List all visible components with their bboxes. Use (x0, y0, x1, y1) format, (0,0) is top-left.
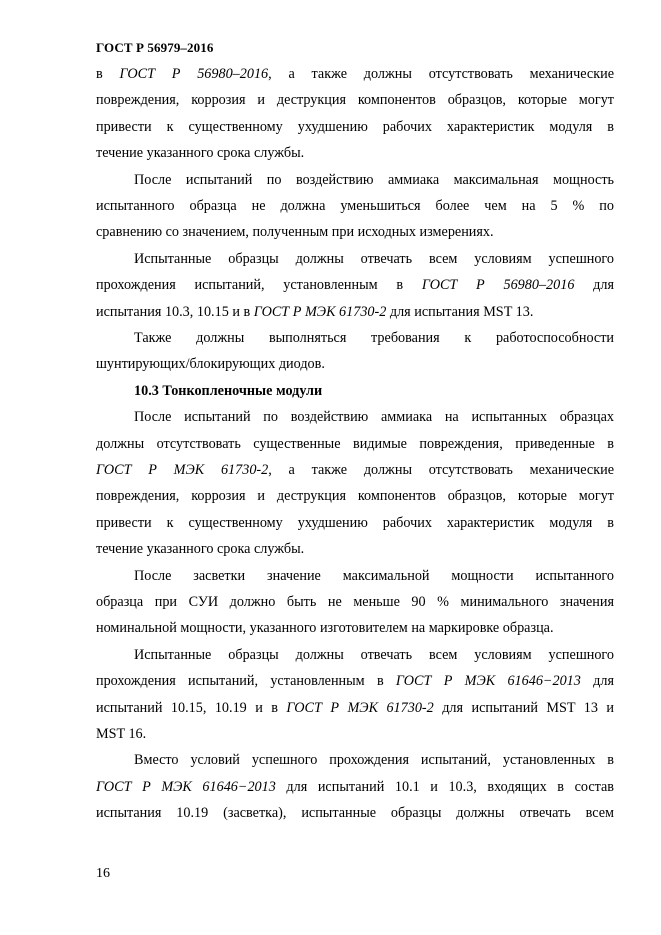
standard-reference: ГОСТ Р МЭК 61730-2 (286, 699, 434, 716)
text-segment: испытания 10.19 (засветка), испытанные образцы должны отвечать всем (96, 805, 614, 822)
text-segment: испытания 10.3, 10.15 и в (96, 303, 254, 320)
text-segment: для испытаний 10.1 и 10.3, входящих в состав (275, 778, 614, 795)
standard-reference: ГОСТ Р МЭК 61730-2 (253, 303, 387, 320)
text-segment: для (580, 673, 614, 690)
text-line (96, 673, 614, 689)
text-segment: для (574, 277, 615, 294)
text-line (96, 515, 614, 531)
text-segment: сравнению со значением, полученным при исходных измерениях. (96, 224, 494, 241)
text-line (96, 594, 614, 610)
text-line (96, 119, 614, 135)
text-segment: для испытания MST 13. (386, 303, 534, 320)
text-line (96, 277, 614, 293)
text-line (96, 620, 614, 636)
text-line (96, 92, 614, 108)
text-line (134, 409, 614, 425)
page-number: 16 (96, 866, 110, 881)
text-line (96, 66, 614, 82)
text-line (96, 462, 614, 478)
text-line (134, 647, 614, 663)
standard-reference: ГОСТ Р 56980–2016 (421, 277, 575, 294)
text-line (134, 330, 614, 346)
text-line (96, 726, 614, 742)
standard-reference: ГОСТ Р МЭК 61730-2 (96, 462, 269, 478)
text-segment: Испытанные образцы должны отвечать всем условиям успешного (134, 646, 614, 663)
text-line (96, 304, 614, 320)
text-segment: привести к существенному ухудшению рабочих характеристик модуля в (96, 514, 614, 531)
text-line (96, 488, 614, 504)
text-segment: После испытаний по воздействию аммиака максимальная мощность (134, 171, 614, 188)
text-segment: MST 16. (96, 726, 147, 742)
section-heading (134, 383, 322, 399)
text-line (96, 700, 614, 716)
text-line (134, 752, 614, 768)
text-line (96, 145, 614, 161)
text-segment: должны отсутствовать существенные видимые повреждения, приведенные в (96, 435, 614, 452)
text-segment: прохождения испытаний, установленным в (96, 277, 422, 294)
text-line (96, 224, 614, 240)
text-segment: Также должны выполняться требования к работоспособности (134, 330, 614, 346)
text-line (134, 251, 614, 267)
text-segment: повреждения, коррозия и деструкция компонентов образцов, которые могут (96, 92, 614, 109)
text-line (96, 356, 614, 372)
text-segment: 10.3 Тонкопленочные модули (134, 382, 323, 399)
document-header: ГОСТ Р 56979–2016 (96, 40, 214, 55)
text-segment: , а также должны отсутствовать механические (268, 66, 614, 82)
text-line (134, 172, 614, 188)
text-segment: Испытанные образцы должны отвечать всем условиям успешного (134, 250, 614, 267)
text-line (96, 779, 614, 795)
text-line (96, 198, 614, 214)
text-segment: течение указанного срока службы. (96, 145, 305, 162)
standard-reference: ГОСТ Р МЭК 61646−2013 (96, 778, 276, 795)
text-segment: образца при СУИ должно быть не меньше 90 % минимального значения (96, 594, 614, 610)
text-segment: течение указанного срока службы. (96, 541, 305, 558)
text-segment: номинальной мощности, указанного изготовителем на маркировке образца. (96, 620, 554, 637)
text-segment: После испытаний по воздействию аммиака на испытанных образцах (134, 409, 614, 426)
text-segment: привести к существенному ухудшению рабочих характеристик модуля в (96, 118, 614, 135)
text-line (96, 805, 614, 821)
text-segment: прохождения испытаний, установленным в (96, 673, 396, 690)
text-line (96, 541, 614, 557)
text-segment: в (96, 66, 120, 82)
text-segment: Вместо условий успешного прохождения испытаний, установленных в (134, 752, 614, 769)
standard-reference: ГОСТ Р МЭК 61646−2013 (395, 673, 581, 690)
text-segment: После засветки значение максимальной мощности испытанного (134, 567, 614, 584)
standard-reference: ГОСТ Р 56980–2016 (119, 66, 269, 82)
text-segment: испытанного образца не должна уменьшиться более чем на 5 % по (96, 198, 614, 214)
text-line (134, 568, 614, 584)
text-segment: повреждения, коррозия и деструкция компонентов образцов, которые могут (96, 488, 614, 505)
text-line (96, 436, 614, 452)
text-segment: испытаний 10.15, 10.19 и в (96, 699, 287, 716)
text-segment: , а также должны отсутствовать механические (268, 462, 614, 478)
text-segment: шунтирующих/блокирующих диодов. (96, 356, 325, 373)
text-segment: для испытаний MST 13 и (433, 699, 614, 716)
